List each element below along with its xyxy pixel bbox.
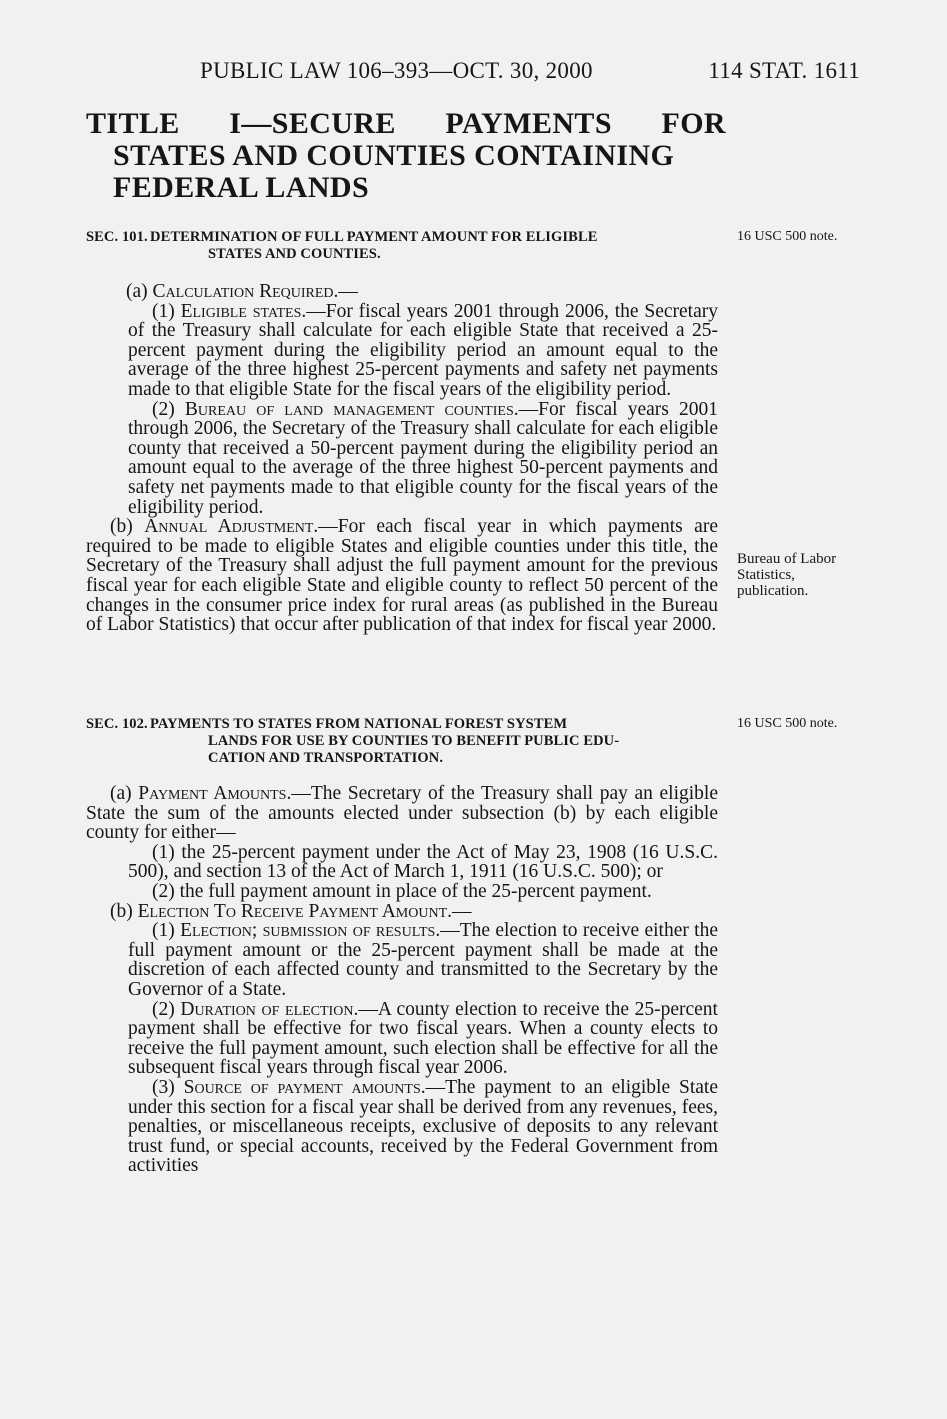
margin-note-line-2: Statistics,	[737, 567, 795, 583]
title-line-2: STATES AND COUNTIES CONTAINING	[113, 139, 675, 172]
sec101-heading-line-2: STATES AND COUNTIES.	[208, 246, 381, 262]
section-101	[86, 229, 718, 635]
sec102-heading-line-1: PAYMENTS TO STATES FROM NATIONAL FOREST SYSTEM	[150, 716, 568, 732]
header-law-citation: PUBLIC LAW 106–393—OCT. 30, 2000	[200, 58, 593, 83]
sec101-a-lead: (a)	[126, 281, 153, 302]
sec101-b-caption: Annual Adjustment.	[144, 516, 319, 538]
sec102-subsection-a	[86, 784, 718, 843]
sec101-p2-lead: (2)	[152, 398, 185, 420]
sec101-subsection-b	[86, 517, 718, 635]
running-header	[200, 58, 860, 88]
sec101-p1-lead: (1)	[152, 300, 181, 322]
sec101-b-lead: (b)	[110, 516, 145, 538]
sec102-b1-lead: (1)	[152, 920, 181, 942]
sec102-a-text: —The Secretary of the Treasury shall pay an eligible State the sum of the amounts elected under subsection (b) by each eligible county for either—	[86, 783, 718, 844]
sec102-b-paragraph-3	[86, 1078, 718, 1176]
sec101-label: SEC. 101.	[86, 229, 148, 245]
sec102-b1-caption: Election; submission of results.	[180, 920, 441, 942]
sec102-b2-lead: (2)	[152, 998, 181, 1020]
sec102-b-paragraph-1	[86, 921, 718, 999]
sec101-paragraph-1	[86, 302, 718, 400]
title-line-3: FEDERAL LANDS	[113, 171, 370, 204]
title-heading	[86, 108, 726, 204]
section-102	[86, 716, 718, 1176]
sec102-b3-caption: Source of payment amounts.	[183, 1076, 426, 1098]
title-line-1: TITLE I—SECURE PAYMENTS FOR	[86, 107, 726, 140]
sec102-b-caption: Election To Receive Payment Amount.—	[137, 900, 472, 922]
sec101-p1-caption: Eligible states.	[180, 300, 307, 322]
margin-note-line-3: publication.	[737, 583, 809, 599]
sec101-b-text: —For each fiscal year in which payments are required to be made to eligible States and eligible counties under this title, the Secretary of the Treasury shall adjust the full payment amount for the previous fiscal year for each eligible State and eligible county to reflect 50 percent of the changes in the consumer price index for rural areas (as published in the Bureau of Labor Statistics) that occur after publication of that index for fiscal year 2000.	[86, 516, 718, 636]
sec101-p1-text: —For fiscal years 2001 through 2006, the Secretary of the Treasury shall calculate for each eligible State that received a 25-percent payment during the eligibility period an amount equal to the average of the three highest 25-percent payments and safety net payments made to that eligible State for the fiscal years of the eligibility period.	[128, 300, 718, 400]
sec101-paragraph-2	[86, 400, 718, 518]
sec102-subsection-b	[86, 902, 718, 922]
sec102-b3-text: —The payment to an eligible State under this section for a fiscal year shall be derived from any revenues, fees, penalties, or miscellaneous receipts, exclusive of deposits to any relevant trust fund, or special accounts, received by the Federal Government from activities	[128, 1076, 718, 1177]
sec102-b1-text: —The election to receive either the full payment amount or the 25-percent payment shall be made at the discretion of each affected county and transmitted to the Secretary by the Governor of a State.	[128, 920, 718, 1000]
sec102-a-lead: (a)	[110, 783, 139, 804]
sec102-a-caption: Payment Amounts.	[138, 783, 292, 804]
sec102-heading-line-3: CATION AND TRANSPORTATION.	[208, 750, 444, 766]
sec102-b3-lead: (3)	[152, 1076, 184, 1098]
margin-note-line-1: Bureau of Labor	[737, 551, 837, 567]
sec101-margin-note: 16 USC 500 note.	[737, 229, 838, 244]
sec101-heading	[86, 229, 718, 263]
sec101-heading-line-1: DETERMINATION OF FULL PAYMENT AMOUNT FOR ELIGIBLE	[150, 229, 598, 245]
sec101-p2-caption: Bureau of land management counties.	[184, 398, 519, 420]
sec101-b-margin-note	[737, 551, 927, 599]
sec102-b-paragraph-2	[86, 1000, 718, 1078]
sec102-b2-text: —A county election to receive the 25-percent payment shall be effective for two fiscal years. When a county elects to receive the full payment amount, such election shall be effective for all the subsequent fiscal years through fiscal year 2006.	[128, 998, 718, 1079]
sec102-b2-caption: Duration of election.	[180, 998, 359, 1020]
sec102-a-paragraph-1: (1) the 25-percent payment under the Act of May 23, 1908 (16 U.S.C. 500), and section 13 of the Act of March 1, 1911 (16 U.S.C. 500); or	[128, 841, 718, 883]
sec101-subsection-a	[86, 282, 718, 302]
sec102-label: SEC. 102.	[86, 716, 148, 732]
sec101-p2-text: —For fiscal years 2001 through 2006, the Secretary of the Treasury shall calculate for each eligible county that received a 50-percent payment during the eligibility period an amount equal to the average of the three highest 50-percent payments and safety net payments made to that eligible county for the fiscal years of the eligibility period.	[128, 398, 718, 518]
sec102-heading-line-2: LANDS FOR USE BY COUNTIES TO BENEFIT PUBLIC EDU-	[208, 733, 620, 749]
header-stat-page: 114 STAT. 1611	[708, 58, 860, 83]
sec102-b-lead: (b)	[110, 900, 138, 922]
sec102-margin-note: 16 USC 500 note.	[737, 716, 838, 731]
sec102-heading	[86, 716, 718, 767]
sec101-a-caption: Calculation Required.—	[152, 281, 358, 302]
sec102-a-paragraph-2: (2) the full payment amount in place of the 25-percent payment.	[152, 880, 652, 902]
